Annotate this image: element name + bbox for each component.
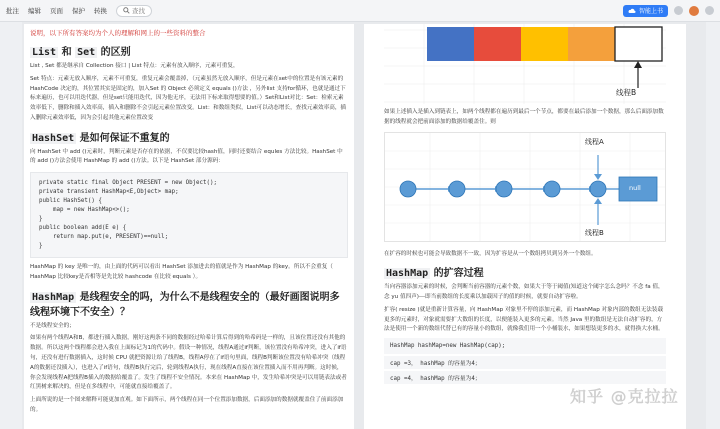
paragraph: 如果有两个线程A和B，都进行插入数据，刚好这两条不同的数据经过哈希计算后得到的哈希码是一样的，且该位置还没有其他的数据。所以这两个线程都会进入我在上面标记为1的代码中。假设一种情况，线程A通过if判断，该位置没有哈希冲突，进入了if语句，还没有进行数据插入，这时候 CPU 就把资源让给了线程B，线程A停在了if语句里面，线程B判断该位置没有哈希冲突（线程A的数据还没插入），也进入了if语句，线程B执行完后，轮到线程A执行，现在线程A直接在该位置插入而不用再判断。这时候，你会发现线程A把线程B插入的数据给覆盖了。发生了线程不安全情况。本来在 HashMap 中，发生哈希冲突是可以用链表法或者红黑树来解决的，但是在多线程中，可能就直接给覆盖了。 bbox=[30, 335, 347, 391]
heading-hashmap-resize: HashMap 的扩容过程 bbox=[386, 268, 484, 280]
code-block bbox=[30, 172, 348, 258]
heading-hashmap-thread: HashMap 是线程安全的吗，为什么不是线程安全的（最好画图说明多线程环境下不安全）？ bbox=[30, 291, 340, 318]
paragraph: Set 特点：元素无放入顺序，元素不可重复，重复元素会覆盖掉，（元素虽然无放入顺序，但是元素在set中的位置是有该元素的 HashCode 决定的，其位置其实是固定的，加入Set 的 Object 必须定义 equals ()方法 ，另外list 支持for循环，也就是通过下标来遍历，也可以用迭代器，但是set只能用迭代，因为他无序，无法用下标来取得想要的值。）Set和List对比：Set：检索元素效率低下，删除和插入效率高，插入和删除不会引起元素位置改变。List：和数组类似，List可以动态增长，查找元素效率高，插入删除元素效率低，因为会引起其他元素位置改变 bbox=[30, 75, 347, 121]
code-line: private static final Object PRESENT = new Object(); bbox=[39, 180, 217, 187]
heading-hashset: HashSet 是如何保证不重复的 bbox=[32, 132, 170, 144]
code-line: map = new HashMap<>(); bbox=[39, 207, 130, 214]
paragraph: 如果上述插入是插入到链表上，如两个线程都在遍历到最后一个节点，都要在最后添加一个数据，那么后面添加数据的线程就会把前面添加的数据给覆盖住。则 bbox=[384, 109, 664, 125]
right-sidebar bbox=[706, 22, 720, 429]
null-label: null bbox=[629, 183, 641, 192]
cloud-icon bbox=[628, 8, 636, 14]
code-line: cap =3， hashMap 的容量为4； bbox=[384, 356, 666, 369]
toolbar-item-convert[interactable]: 转换 bbox=[94, 7, 107, 15]
thread-a-label: 线程A bbox=[585, 137, 604, 146]
toolbar-item-protect[interactable]: 保护 bbox=[72, 7, 85, 15]
toolbar-item-page[interactable]: 页面 bbox=[50, 7, 63, 15]
heading-list-set: List 和 Set 的区别 bbox=[32, 47, 131, 58]
linked-list-diagram bbox=[385, 133, 665, 241]
list-node bbox=[449, 181, 465, 197]
left-sidebar bbox=[0, 22, 22, 429]
list-node bbox=[544, 181, 560, 197]
code-line: } bbox=[39, 216, 43, 223]
paragraph: 上面所说的是一个图来解释可能更加直观。如下面所示，两个线程在同一个位置添加数据，后面添加的数据就覆盖住了前面添加的。 bbox=[30, 397, 344, 413]
array-cell bbox=[474, 27, 521, 61]
array-cell bbox=[568, 27, 615, 61]
search-icon bbox=[123, 7, 130, 14]
page-right bbox=[364, 24, 686, 429]
code-line: private transient HashMap<E,Object> map; bbox=[39, 189, 179, 196]
avatar[interactable] bbox=[689, 6, 699, 16]
code-line: cap =4， hashMap 的容量为4； bbox=[384, 371, 666, 384]
paragraph: 扩容( resize )就是重新计算容量，向 HashMap 对象里不停的添加元素，而 HashMap 对象内部的数组无法装载更多的元素时，对象就需要扩大数组的长度，以便能装入更多的元素。当然 Java 里的数组是无法自动扩容的，方法是使用一个新的数组代替已有的容量小的数组，就像我们用一个小桶装水，如果想装更多的水，就得换大水桶。 bbox=[384, 306, 664, 333]
more-icon[interactable] bbox=[705, 6, 714, 15]
thread-b-label: 线程B bbox=[585, 228, 604, 237]
paragraph: 向 HashSet 中 add ()元素时，判断元素是否存在的依据，不仅要比较hash值，同时还要结合 equles 方法比较。HashSet 中的 add ()方法会使用 HashMap 的 add ()方法。以下是 HashSet 部分源码： bbox=[30, 148, 343, 165]
linked-list-figure bbox=[384, 132, 666, 242]
list-node bbox=[590, 181, 606, 197]
toolbar-item-annotate[interactable]: 批注 bbox=[6, 7, 19, 15]
thread-b-label: 线程B bbox=[616, 88, 637, 97]
code-line: return map.put(e, PRESENT)==null; bbox=[39, 234, 169, 241]
upload-button[interactable] bbox=[623, 5, 668, 17]
array-cell-empty bbox=[615, 27, 662, 61]
watermark: 知乎 @克拉拉 bbox=[570, 387, 679, 406]
list-node bbox=[400, 181, 416, 197]
code-line: public HashSet() { bbox=[39, 198, 102, 205]
intro-note: 说明，以下所有答案均为个人的理解和网上的一些资料的整合 bbox=[30, 29, 206, 37]
paragraph: 在扩容的时候也可能会导致数据不一致，因为扩容是从一个数组拷贝到另外一个数组。 bbox=[384, 250, 597, 257]
page-left bbox=[24, 24, 354, 429]
upload-label: 智能上书 bbox=[638, 8, 663, 15]
user-icon[interactable] bbox=[674, 6, 683, 15]
array-cell bbox=[521, 27, 568, 61]
paragraph: 当向容器添加元素的时候，会判断当前容器的元素个数，如果大于等于阈值(知道这个阈字怎么念吗？不念 fa 值，念 yu 值四声)---即当前数组的长度乘以加载因子的值的时候，就要自动扩容啦。 bbox=[384, 284, 664, 301]
search-box[interactable] bbox=[116, 5, 152, 17]
code-line: HashMap hashMap=new HashMap(cap); bbox=[384, 338, 666, 354]
toolbar-item-edit[interactable]: 编辑 bbox=[28, 7, 41, 15]
list-node bbox=[496, 181, 512, 197]
array-figure bbox=[384, 24, 666, 104]
toolbar bbox=[0, 0, 720, 22]
code-line: } bbox=[39, 243, 43, 250]
code-line: public boolean add(E e) { bbox=[39, 225, 127, 232]
paragraph: HashMap 的 key 是唯一的，由上面的代码可以看出 HashSet 添加进去的值就是作为 HashMap 的key。所以不会重复（ HashMap 比较key是否相等是先比较 hashcode 在比较 equals ）。 bbox=[30, 264, 333, 280]
array-cell bbox=[427, 27, 474, 61]
paragraph: 不是线程安全的； bbox=[30, 322, 75, 329]
paragraph: List , Set 都是继承自 Collection 接口 | List 特点：元素有放入顺序，元素可重复， bbox=[30, 63, 239, 69]
search-label: 查找 bbox=[132, 7, 145, 15]
